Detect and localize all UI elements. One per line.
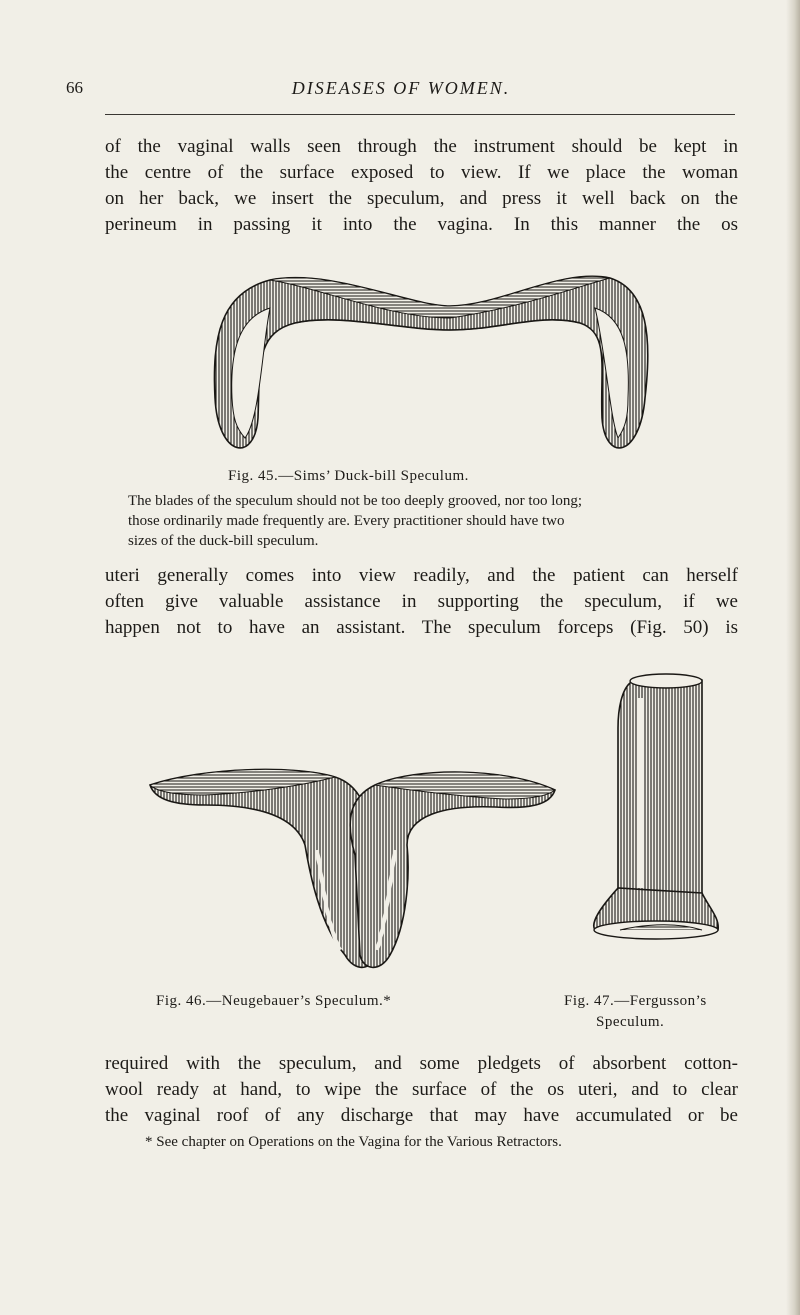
text-line: of the vaginal walls seen through the instrument should be kept in: [105, 136, 738, 157]
footnote: * See chapter on Operations on the Vagina for the Various Retractors.: [145, 1134, 562, 1150]
figure-45-note: [128, 491, 736, 551]
text-line: the centre of the surface exposed to view. If we place the woman: [105, 162, 738, 183]
figure-45-caption: Fig. 45.—Sims’ Duck-bill Speculum.: [228, 468, 469, 484]
page-edge-shadow: [786, 0, 800, 1315]
text-line: happen not to have an assistant. The speculum forceps (Fig. 50) is: [105, 617, 738, 638]
text-line: on her back, we insert the speculum, and press it well back on the: [105, 188, 738, 209]
figure-47-caption-line-2: Speculum.: [596, 1014, 665, 1030]
text-line: wool ready at hand, to wipe the surface of the os uteri, and to clear: [105, 1079, 738, 1100]
text-line: required with the speculum, and some pledgets of absorbent cotton-: [105, 1053, 738, 1074]
sims-duck-bill-speculum-illustration: [200, 268, 660, 468]
running-title: DISEASES OF WOMEN.: [291, 78, 511, 98]
text-line: The blades of the speculum should not be too deeply grooved, nor too long;: [128, 493, 583, 509]
text-line: those ordinarily made frequently are. Every practitioner should have two: [128, 513, 565, 529]
page-number: 66: [66, 78, 83, 97]
header-rule: [105, 114, 735, 115]
figure-47-caption-line-1: Fig. 47.—Fergusson’s: [564, 993, 707, 1009]
text-line: perineum in passing it into the vagina. In this manner the os: [105, 214, 738, 235]
page-header: [66, 78, 736, 110]
text-line: sizes of the duck-bill speculum.: [128, 533, 319, 549]
neugebauer-speculum-illustration: [145, 765, 560, 975]
paragraph-2: [105, 563, 738, 641]
text-line: often give valuable assistance in supporting the speculum, if we: [105, 591, 738, 612]
text-line: the vaginal roof of any discharge that may have accumulated or be: [105, 1105, 738, 1126]
fergusson-speculum-illustration: [590, 668, 720, 948]
paragraph-3: [105, 1051, 738, 1129]
figure-46-caption: Fig. 46.—Neugebauer’s Speculum.*: [156, 993, 392, 1009]
text-line: uteri generally comes into view readily, and the patient can herself: [105, 565, 738, 586]
paragraph-1: [105, 134, 738, 238]
